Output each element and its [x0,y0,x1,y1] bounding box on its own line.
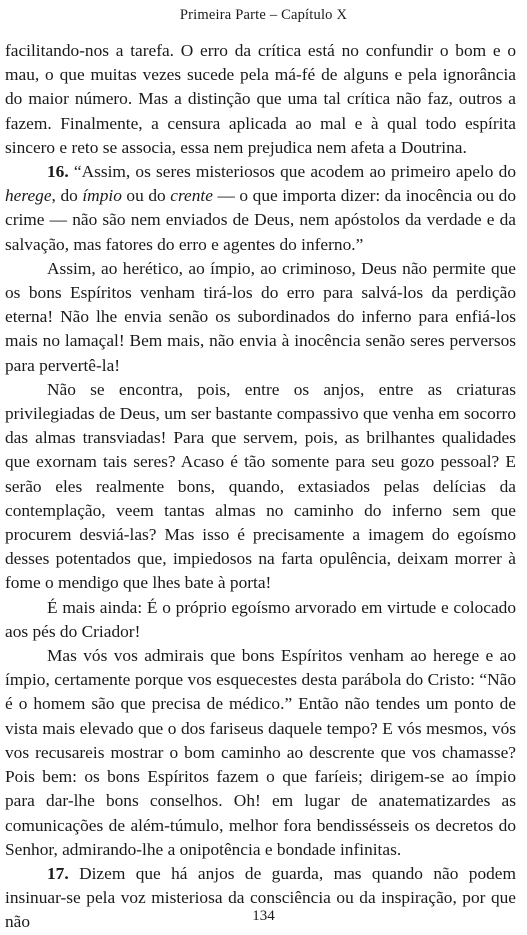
paragraph-16 [5,160,516,257]
text-segment: , do [51,186,83,206]
italic-term: herege [5,186,52,206]
italic-term: ímpio [82,186,122,206]
paragraph-continuation: facilitando-nos a tarefa. O erro da crítica está no confundir o bom e o mau, o que muitas vezes sucede pela má-fé de alguns e pela ignorância do maior número. Mas a distinção que uma tal crítica não faz, outros a fazem. Finalmente, a censura aplicada ao mal e à qual todo espírita sincero e reto se associa, essa nem prejudica nem afeta a Doutrina. [5,41,516,157]
paragraph: Mas vós vos admirais que bons Espíritos venham ao herege e ao ímpio, certamente porque vos esquecestes desta parábola do Cristo: “Não é o homem são que precisa de médico.” Então não tendes um ponto de vista mais elevado que o dos fariseus daquele tempo? E vós mesmos, vós vos recusareis mostrar o bom caminho ao descrente que vos chamasse? Pois bem: os bons Espíritos fazem o que faríeis; dirigem-se ao ímpio para dar-lhe bons conselhos. Oh! em lugar de anatematizardes as comunicações de além-túmulo, melhor fora bendissésseis os decretos do Senhor, admirando-lhe a onipotência e bondade infinitas. [5,646,516,859]
text-segment: “Assim, os seres misteriosos que acodem ao primeiro apelo do [68,162,516,182]
paragraph-number: 17. [47,863,69,883]
text-segment: Dizem que há anjos de guarda, mas quando não podem insinuar-se pela voz misteriosa da consciência ou da inspiração, por que não [5,863,516,932]
paragraph: É mais ainda: É o próprio egoísmo arvorado em virtude e colocado aos pés do Criador! [5,597,516,641]
paragraph: Assim, ao herético, ao ímpio, ao criminoso, Deus não permite que os bons Espíritos venham tirá-los do erro para salvá-los da perdição eterna! Não lhe envia senão os subordinados do inferno para enfiá-los mais no lamaçal! Bem mais, não envia à inocência senão seres perversos para pervertê-la! [5,258,516,375]
paragraph: Não se encontra, pois, entre os anjos, entre as criaturas privilegiadas de Deus, um ser bastante compassivo que venha em socorro das almas transviadas! Para que servem, pois, as brilhantes qualidades que exornam tais seres? Acaso é tão somente para seu gozo pessoal? E serão eles realmente bons, quando, extasiados pelas delícias da contemplação, veem tantas almas no caminho do inferno sem que procurem desviá-las? Mas isso é precisamente a imagem do egoísmo desses potentados que, impiedosos na farta opulência, deixam morrer à fome o mendigo que lhes bate à porta! [5,379,516,593]
text-segment: — o que importa dizer: da inocência ou do crime — não são nem enviados de Deus, nem apóstolos da verdade e da salvação, mas fatores do erro e agentes do inferno.” [5,186,516,254]
page-body [5,39,516,935]
running-header: Primeira Parte – Capítulo X [179,7,348,23]
paragraph-number: 16. [47,162,69,182]
page-number: 134 [252,908,275,924]
text-segment: ou do [121,186,171,206]
italic-term: crente [170,186,213,206]
